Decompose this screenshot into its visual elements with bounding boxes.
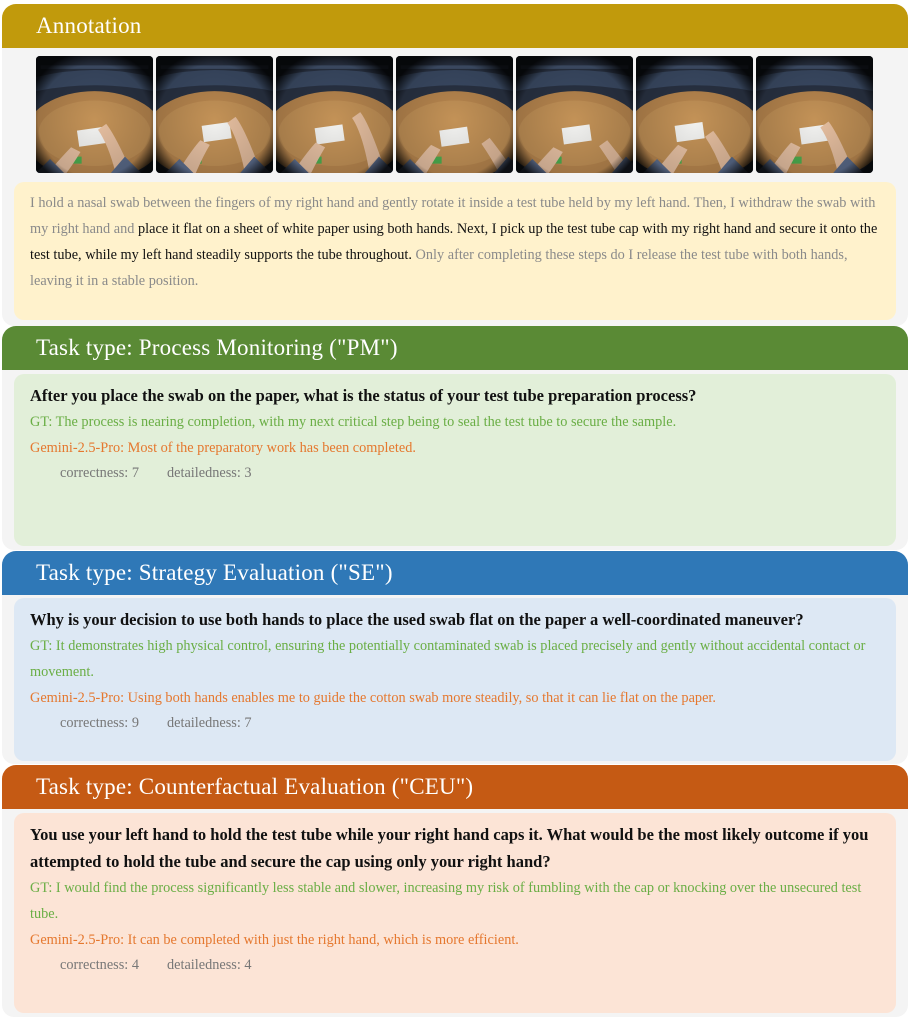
annotation-text-post: Only after completing these steps do I release the test tube with both hands, leaving it in a stable position. (30, 247, 848, 289)
pm-panel (2, 326, 908, 550)
se-detailedness: detailedness: 7 (167, 715, 252, 731)
ceu-gt-answer: GT: I would find the process significantly less stable and slower, increasing my risk of fumbling with the cap or knocking over the unsecured test tube. (30, 880, 862, 922)
ceu-panel (2, 765, 908, 1017)
ceu-header: Task type: Counterfactual Evaluation ("CEU") (2, 765, 908, 809)
annotation-card (14, 182, 896, 320)
ceu-correctness: correctness: 4 (60, 957, 139, 973)
annotation-text (30, 190, 880, 294)
se-panel (2, 551, 908, 764)
annotation-text-pre: I hold a nasal swab between the fingers of my right hand and gently rotate it inside a test tube held by my left hand. Then, I withdraw the swab with my right hand and (30, 195, 876, 237)
se-correctness: correctness: 9 (60, 715, 139, 731)
pm-scores (30, 461, 880, 485)
pm-header: Task type: Process Monitoring ("PM") (2, 326, 908, 370)
video-frames (36, 56, 873, 173)
video-frame-3 (276, 56, 393, 173)
se-body (2, 595, 908, 764)
ceu-card (14, 813, 896, 1013)
se-question: Why is your decision to use both hands to place the used swab flat on the paper a well-coordinated maneuver? (30, 610, 804, 629)
ceu-detailedness: detailedness: 4 (167, 957, 252, 973)
annotation-text-highlight: place it flat on a sheet of white paper using both hands. Next, I pick up the test tube cap with my right hand and secure it onto the test tube, while my left hand steadily supports the tube throughout. (30, 221, 878, 263)
pm-correctness: correctness: 7 (60, 465, 139, 481)
se-header: Task type: Strategy Evaluation ("SE") (2, 551, 908, 595)
ceu-scores (30, 953, 880, 977)
ceu-question: You use your left hand to hold the test tube while your right hand caps it. What would be the most likely outcome if you attempted to hold the tube and secure the cap using only your right hand? (30, 825, 869, 871)
pm-gemini-answer: Gemini-2.5-Pro: Most of the preparatory work has been completed. (30, 440, 416, 456)
video-frame-6 (636, 56, 753, 173)
pm-gt-answer: GT: The process is nearing completion, with my next critical step being to seal the test tube to secure the sample. (30, 414, 677, 430)
pm-card (14, 374, 896, 546)
se-gt-answer: GT: It demonstrates high physical control, ensuring the potentially contaminated swab is placed precisely and gently without accidental contact or movement. (30, 638, 866, 680)
ceu-body (2, 809, 908, 1017)
se-gemini-answer: Gemini-2.5-Pro: Using both hands enables me to guide the cotton swab more steadily, so that it can lie flat on the paper. (30, 690, 716, 706)
video-frame-1 (36, 56, 153, 173)
video-frame-7 (756, 56, 873, 173)
video-frame-4 (396, 56, 513, 173)
se-card (14, 598, 896, 761)
pm-question: After you place the swab on the paper, what is the status of your test tube preparation process? (30, 386, 697, 405)
se-scores (30, 711, 880, 735)
annotation-body (2, 48, 908, 326)
pm-body (2, 370, 908, 550)
annotation-header: Annotation (2, 4, 908, 48)
ceu-gemini-answer: Gemini-2.5-Pro: It can be completed with just the right hand, which is more efficient. (30, 932, 519, 948)
video-frame-2 (156, 56, 273, 173)
pm-detailedness: detailedness: 3 (167, 465, 252, 481)
annotation-panel (2, 4, 908, 326)
video-frame-5 (516, 56, 633, 173)
